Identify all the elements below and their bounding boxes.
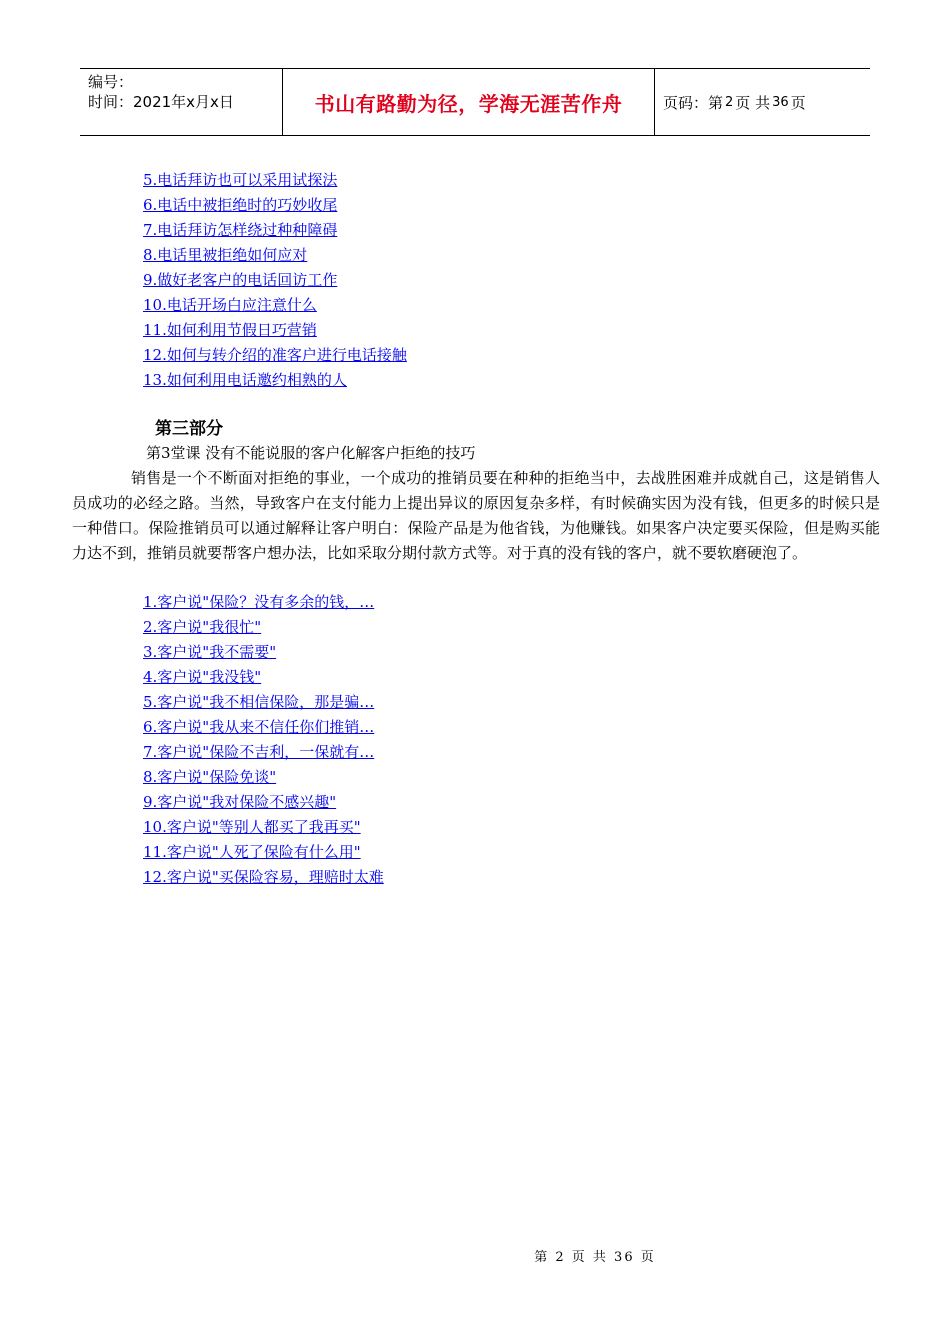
toc-item — [143, 193, 413, 218]
page-footer: 第 2 页 共 36 页 — [534, 1250, 656, 1265]
toc-item — [143, 765, 390, 790]
toc-link[interactable]: 7.电话拜访怎样绕过种种障碍 — [143, 221, 338, 239]
toc-link[interactable]: 6.客户说"我从来不信任你们推销… — [143, 718, 375, 736]
toc-item — [143, 815, 390, 840]
toc-link[interactable]: 10.客户说"等别人都买了我再买" — [143, 818, 361, 836]
toc-item — [143, 243, 413, 268]
toc-item — [143, 665, 390, 690]
toc-item — [143, 615, 390, 640]
toc-link[interactable]: 3.客户说"我不需要" — [143, 643, 277, 661]
page-total: 36 — [772, 94, 789, 110]
toc-link[interactable]: 11.如何利用节假日巧营销 — [143, 321, 317, 339]
toc-link[interactable]: 12.客户说"买保险容易，理赔时太难 — [143, 868, 384, 886]
toc-item — [143, 690, 390, 715]
toc-item — [143, 318, 413, 343]
toc-item — [143, 293, 413, 318]
page-current: 2 — [725, 94, 734, 110]
lesson-title: 第3堂课 没有不能说服的客户化解客户拒绝的技巧 — [146, 444, 476, 462]
toc-link[interactable]: 10.电话开场白应注意什么 — [143, 296, 317, 314]
toc-link[interactable]: 13.如何利用电话邀约相熟的人 — [143, 371, 347, 389]
serial-label: 编号： — [88, 73, 134, 91]
toc-link[interactable]: 9.做好老客户的电话回访工作 — [143, 271, 338, 289]
page-prefix: 页码：第 — [663, 93, 724, 112]
toc-item — [143, 640, 390, 665]
page-suffix: 页 — [790, 93, 806, 112]
toc-link[interactable]: 4.客户说"我没钱" — [143, 668, 262, 686]
toc-item — [143, 715, 390, 740]
section-title: 第三部分 — [155, 419, 223, 439]
toc-item — [143, 740, 390, 765]
page-header — [80, 68, 870, 136]
page-mid: 页 共 — [735, 93, 771, 112]
toc-link[interactable]: 5.电话拜访也可以采用试探法 — [143, 171, 338, 189]
toc-link[interactable]: 1.客户说"保险？没有多余的钱，… — [143, 593, 375, 611]
header-meta — [80, 69, 283, 135]
toc-item — [143, 268, 413, 293]
toc-item — [143, 590, 390, 615]
toc-link[interactable]: 5.客户说"我不相信保险，那是骗… — [143, 693, 375, 711]
toc-item — [143, 790, 390, 815]
toc-link[interactable]: 6.电话中被拒绝时的巧妙收尾 — [143, 196, 338, 214]
toc-link[interactable]: 8.客户说"保险免谈" — [143, 768, 277, 786]
toc-link[interactable]: 12.如何与转介绍的准客户进行电话接触 — [143, 346, 407, 364]
toc-link[interactable]: 9.客户说"我对保险不感兴趣" — [143, 793, 337, 811]
toc-item — [143, 840, 390, 865]
toc-item — [143, 368, 413, 393]
toc-link[interactable]: 2.客户说"我很忙" — [143, 618, 262, 636]
date-label: 时间：2021年x月x日 — [88, 93, 234, 111]
toc-part2-list — [143, 168, 413, 393]
toc-item — [143, 865, 390, 890]
toc-item — [143, 168, 413, 193]
toc-part3-list — [143, 590, 390, 890]
toc-item — [143, 343, 413, 368]
header-motto: 书山有路勤为径，学海无涯苦作舟 — [283, 69, 655, 135]
header-page-number — [655, 69, 870, 135]
toc-link[interactable]: 8.电话里被拒绝如何应对 — [143, 246, 308, 264]
toc-link[interactable]: 7.客户说"保险不吉利，一保就有… — [143, 743, 375, 761]
toc-item — [143, 218, 413, 243]
toc-link[interactable]: 11.客户说"人死了保险有什么用" — [143, 843, 361, 861]
lesson-paragraph: 销售是一个不断面对拒绝的事业，一个成功的推销员要在种种的拒绝当中，去战胜困难并成就自己，这是销售人员成功的必经之路。当然，导致客户在支付能力上提出异议的原因复杂多样，有时候确实因为没有钱，但更多的时候只是一种借口。保险推销员可以通过解释让客户明白：保险产品是为他省钱，为他赚钱。如果客户决定要买保险，但是购买能力达不到，推销员就要帮客户想办法，比如采取分期付款方式等。对于真的没有钱的客户，就不要软磨硬泡了。 — [72, 469, 880, 562]
